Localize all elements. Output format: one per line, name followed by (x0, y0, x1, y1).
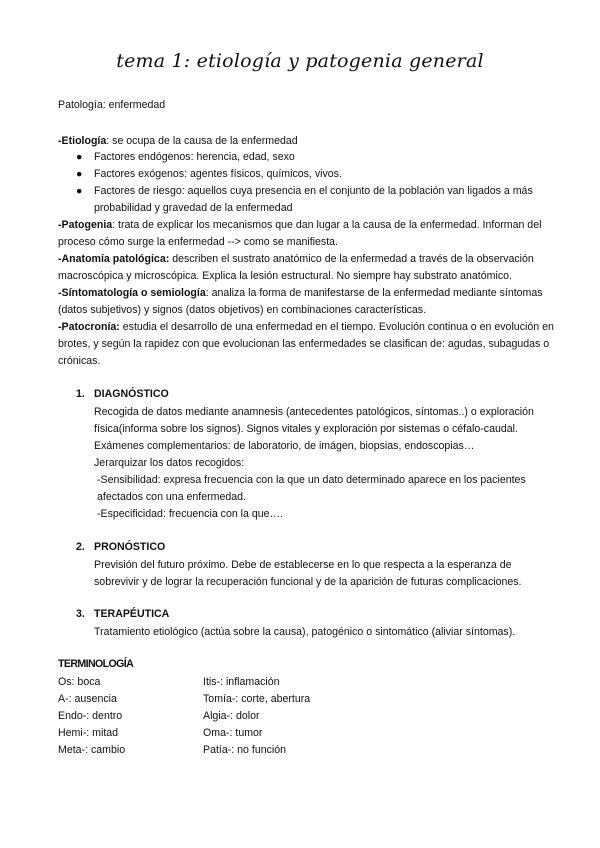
term-item: Algia-: dolor (203, 710, 260, 722)
section-title: PRONÓSTICO (94, 541, 166, 553)
section-heading-diagnostico (76, 388, 169, 400)
sintomatologia-paragraph (58, 285, 558, 319)
page-title: tema 1: etiología y patogenia general (116, 50, 484, 72)
term-item: Tomía-: corte, abertura (203, 693, 311, 705)
term-item: Meta-: cambio (58, 744, 126, 756)
section-number: 1. (76, 388, 85, 400)
patogenia-text: : trata de explicar los mecanismos que dan lugar a la causa de la enfermedad. Informan del proceso cómo surge la enfermedad --> como se manifiesta. (58, 219, 542, 248)
term-item: A-: ausencia (58, 693, 117, 705)
patocronia-text: estudia el desarrollo de una enfermedad en el tiempo. Evolución continua o en evolución en brotes, y según la rapidez con que evolucionan las enfermedades se clasifican de: agudas, subagudas o crónicas. (58, 321, 554, 367)
anatomia-paragraph (58, 251, 558, 285)
anatomia-label: -Anatomía patológica: (58, 253, 170, 265)
pronostico-text: Previsión del futuro próximo. Debe de establecerse en lo que respecta a la esperanza de sobrevivir y de lograr la recuperación funcional y de la aparición de futuras complicaciones. (94, 559, 522, 588)
term-item: Endo-: dentro (58, 710, 123, 722)
bullet-text: Factores de riesgo: aquellos cuya presencia en el conjunto de la población van ligados a más probabilidad y gravedad de la enfermedad (94, 185, 533, 214)
bullet-text: Factores endógenos: herencia, edad, sexo (94, 151, 295, 163)
diagnostico-text: Jerarquizar los datos recogidos: (94, 457, 245, 469)
section-number: 2. (76, 541, 85, 553)
bullet-icon: ● (76, 185, 83, 197)
section-title: TERAPÉUTICA (94, 608, 170, 620)
diagnostico-text: Exámenes complementarios: de laboratorio, de imágen, biopsias, endoscopias… (94, 440, 475, 452)
bullet-text: Factores exógenos: agentes físicos, químicos, vivos. (94, 168, 342, 180)
bullet-icon: ● (76, 168, 83, 180)
term-item: Itis-: inflamación (203, 676, 280, 688)
section-title: DIAGNÓSTICO (94, 388, 169, 400)
anatomia-text: describen el sustrato anatómico de la enfermedad a través de la observación macroscópica y microscópica. Explica la lesión estructural. No siempre hay substrato anatómico. (58, 253, 534, 282)
patocronia-label: -Patocronía: (58, 321, 120, 333)
terapeutica-text: Tratamiento etiológico (actúa sobre la causa), patogénico o sintomático (aliviar síntomas). (94, 626, 516, 638)
intro-line: Patología: enfermedad (58, 99, 166, 111)
patocronia-paragraph (58, 319, 558, 370)
etiologia-label: -Etiología (58, 135, 107, 147)
term-item: Os: boca (58, 676, 101, 688)
sintomatologia-label: -Síntomatología o semiología (58, 287, 206, 299)
term-item: Hemi-: mitad (58, 727, 119, 739)
diagnostico-text: -Especificidad: frecuencia con la que…. (97, 508, 284, 520)
terminology-heading: TERMINOLOGÍA (58, 658, 134, 670)
section-heading-terapeutica (76, 608, 169, 620)
patogenia-label: -Patogenia (58, 219, 113, 231)
term-item: Oma-: tumor (203, 727, 263, 739)
etiologia-line (58, 133, 298, 149)
section-heading-pronostico (76, 541, 165, 553)
diagnostico-text: Recogida de datos mediante anamnesis (antecedentes patológicos, síntomas..) o exploración física(informa sobre los signos). Signos vitales y exploración por sistemas o céfalo-caudal. (94, 406, 534, 435)
bullet-icon: ● (76, 151, 83, 163)
etiologia-text: : se ocupa de la causa de la enfermedad (106, 135, 298, 147)
patogenia-paragraph (58, 217, 558, 251)
term-item: Patía-: no función (203, 744, 287, 756)
section-number: 3. (76, 608, 85, 620)
sintomatologia-text: : analiza la forma de manifestarse de la enfermedad mediante síntomas (datos subjetivos) y signos (datos objetivos) en combinaciones características. (58, 287, 543, 316)
diagnostico-text: -Sensibilidad: expresa frecuencia con la que un dato determinado aparece en los pacientes afectados con una enfermedad. (97, 474, 526, 503)
